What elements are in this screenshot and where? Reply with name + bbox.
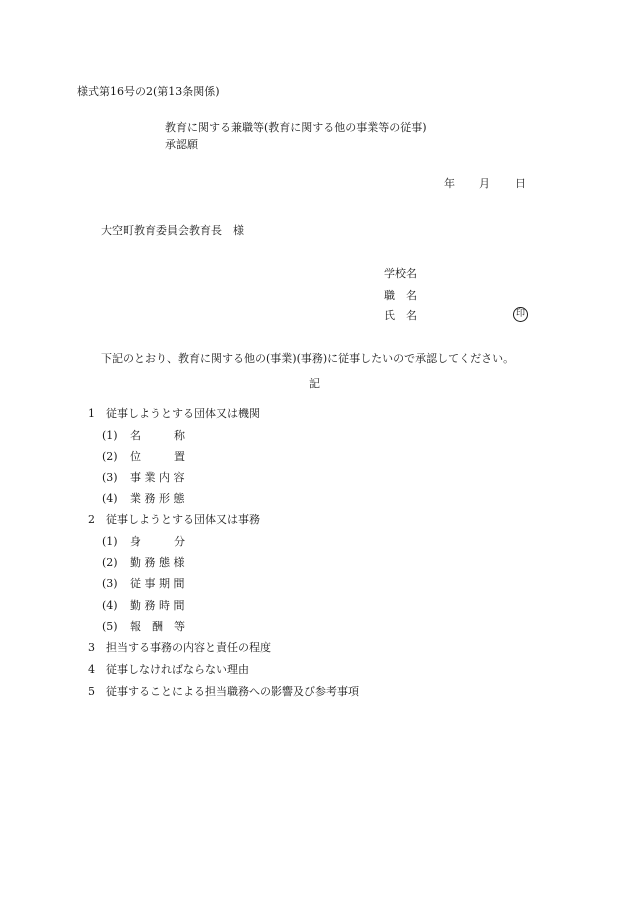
item-5-number: 5 [88,685,95,698]
item-5-label: 従事することによる担当職務への影響及び参考事項 [106,685,359,698]
item-1-sub-4-label: 業 務 形 態 [130,492,185,505]
item-4-number: 4 [88,663,95,676]
item-2-label: 従事しようとする団体又は事務 [106,513,260,526]
date-day: 日 [515,177,526,190]
date-month: 月 [479,177,490,190]
form-number: 様式第16号の2(第13条関係) [77,85,220,98]
name-label: 氏 名 [384,309,417,322]
item-2-sub-4-label: 勤 務 時 間 [130,599,185,612]
item-1-sub-3-label: 事 業 内 容 [130,471,185,484]
item-2-sub-1-label: 身 分 [130,535,185,548]
item-2-sub-2-number: (2) [102,556,118,569]
item-1-sub-4-number: (4) [102,492,118,505]
position-label: 職 名 [384,289,417,302]
date-year: 年 [444,177,455,190]
item-2-sub-2-label: 勤 務 態 様 [130,556,185,569]
ki-heading: 記 [309,377,320,390]
item-2-sub-3-number: (3) [102,577,118,590]
school-name-label: 学校名 [384,267,417,280]
title-line-2: 承認願 [165,138,198,151]
item-2-sub-3-label: 従 事 期 間 [130,577,185,590]
item-4-label: 従事しなければならない理由 [106,663,249,676]
item-1-label: 従事しようとする団体又は機関 [106,407,260,420]
item-2-sub-5-number: (5) [102,620,118,633]
item-1-sub-1-number: (1) [102,429,118,442]
body-text: 下記のとおり、教育に関する他の(事業)(事務)に従事したいので承認してください。 [101,352,515,365]
item-1-number: 1 [88,407,95,420]
item-3-number: 3 [88,641,95,654]
item-3-label: 担当する事務の内容と責任の程度 [106,641,271,654]
addressee: 大空町教育委員会教育長 様 [101,224,244,237]
item-2-number: 2 [88,513,95,526]
seal-mark: 印 [513,307,528,322]
item-2-sub-4-number: (4) [102,599,118,612]
item-1-sub-2-number: (2) [102,450,118,463]
item-2-sub-5-label: 報 酬 等 [130,620,185,633]
title-line-1: 教育に関する兼職等(教育に関する他の事業等の従事) [165,121,427,134]
item-2-sub-1-number: (1) [102,535,118,548]
item-1-sub-3-number: (3) [102,471,118,484]
item-1-sub-2-label: 位 置 [130,450,185,463]
item-1-sub-1-label: 名 称 [130,429,185,442]
